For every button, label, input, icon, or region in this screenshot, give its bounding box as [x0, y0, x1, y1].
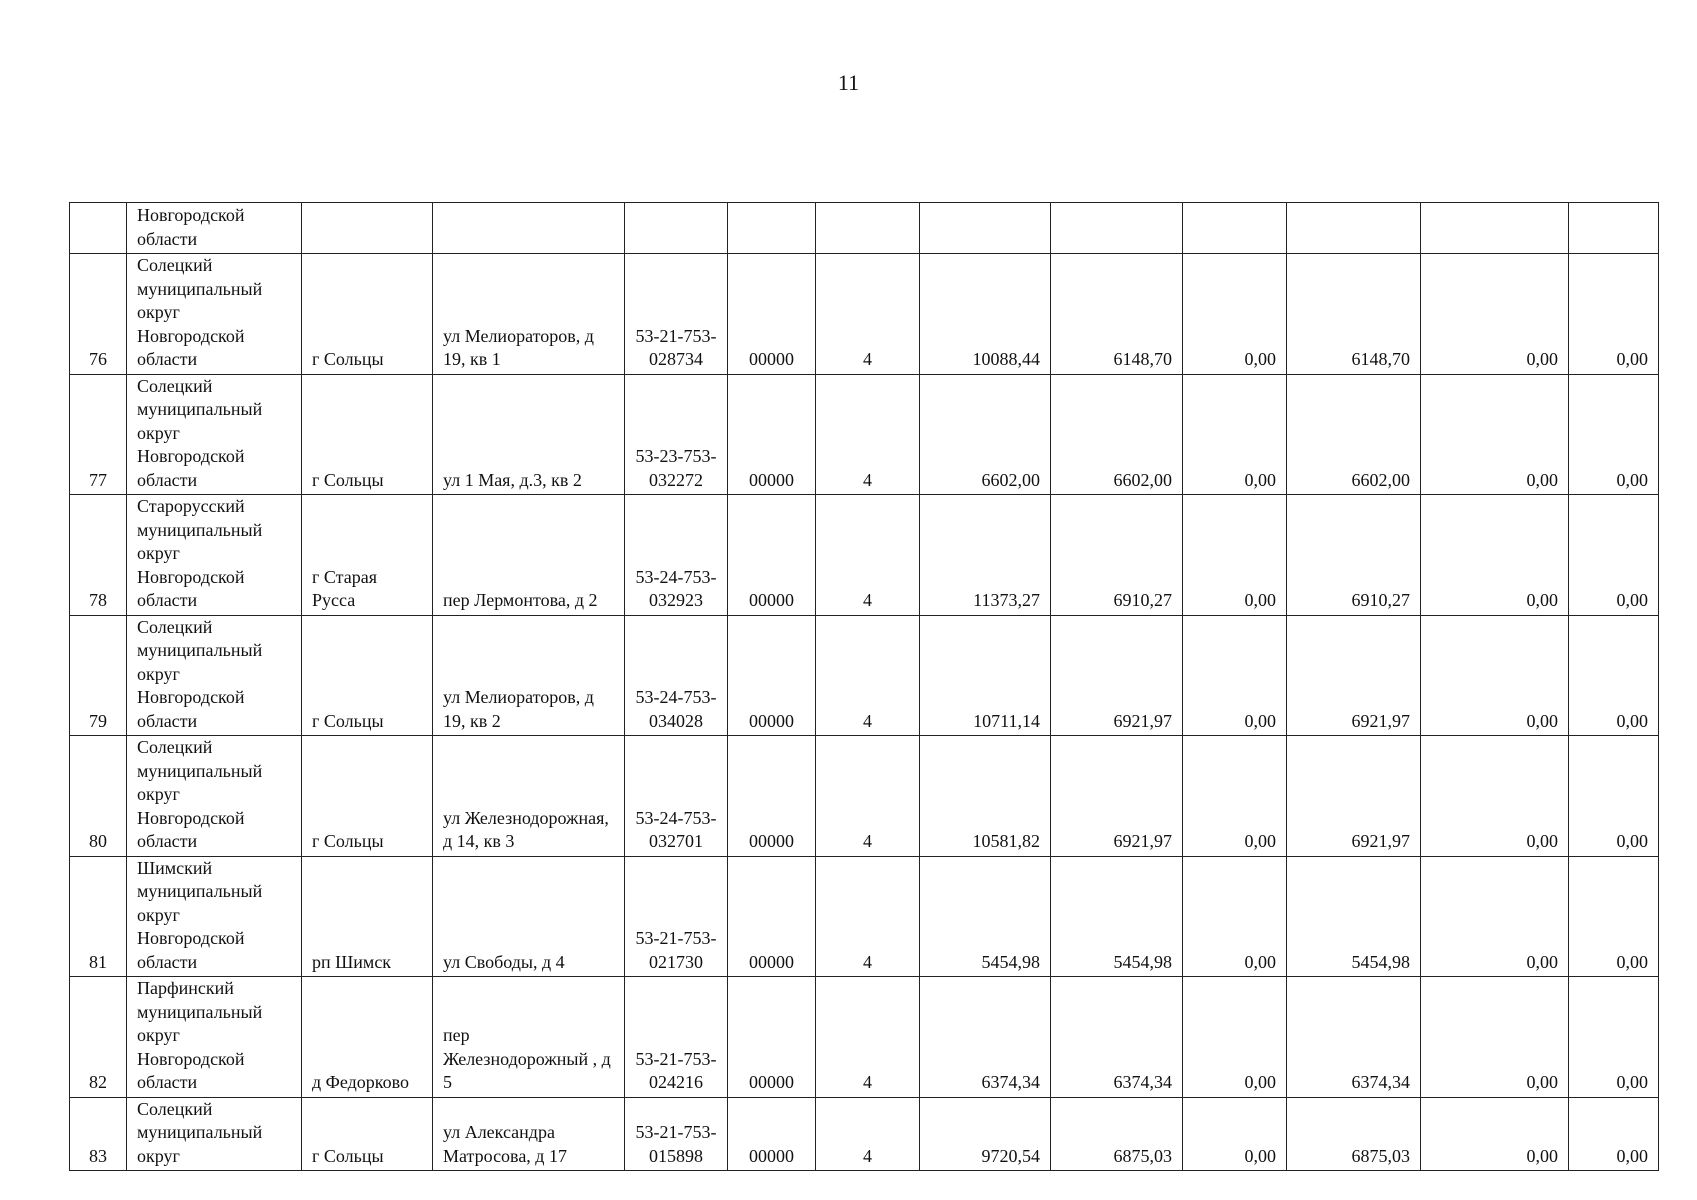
cell-v6 [1569, 203, 1659, 254]
cell-qty: 4 [816, 254, 920, 375]
cell-v1: 9720,54 [920, 1097, 1051, 1171]
cell-v1: 10088,44 [920, 254, 1051, 375]
cell-locality: г Сольцы [302, 374, 433, 495]
table-row [70, 615, 1659, 736]
cell-locality: г Сольцы [302, 615, 433, 736]
cell-no [70, 203, 127, 254]
cell-v3 [1183, 203, 1287, 254]
cell-qty: 4 [816, 1097, 920, 1171]
cell-address: ул Мелиораторов, д 19, кв 2 [433, 615, 625, 736]
cell-locality: г Старая Русса [302, 495, 433, 616]
cell-v5: 0,00 [1421, 615, 1569, 736]
cell-code2: 00000 [728, 856, 816, 977]
cell-v6: 0,00 [1569, 495, 1659, 616]
cell-v2: 6910,27 [1051, 495, 1183, 616]
cell-locality: г Сольцы [302, 254, 433, 375]
cell-v6: 0,00 [1569, 1097, 1659, 1171]
cell-v2: 6602,00 [1051, 374, 1183, 495]
cell-address: пер Железнодорожный , д 5 [433, 977, 625, 1098]
cell-address: ул Железнодорожная, д 14, кв 3 [433, 736, 625, 857]
cell-v2: 5454,98 [1051, 856, 1183, 977]
cell-region: Солецкий муниципальный округ Новгородской области [127, 615, 302, 736]
cell-locality: г Сольцы [302, 1097, 433, 1171]
cell-region: Солецкий муниципальный округ Новгородской области [127, 736, 302, 857]
cell-code2: 00000 [728, 615, 816, 736]
cell-region: Старорусский муниципальный округ Новгородской области [127, 495, 302, 616]
cell-code2: 00000 [728, 254, 816, 375]
cell-v5: 0,00 [1421, 374, 1569, 495]
cell-v1: 6602,00 [920, 374, 1051, 495]
cell-qty: 4 [816, 374, 920, 495]
cell-v5: 0,00 [1421, 736, 1569, 857]
cell-v3: 0,00 [1183, 977, 1287, 1098]
registry-table [69, 202, 1659, 1171]
cell-no: 80 [70, 736, 127, 857]
table-row [70, 736, 1659, 857]
cell-v1 [920, 203, 1051, 254]
cell-code2: 00000 [728, 374, 816, 495]
cell-code: 53-23-753-032272 [625, 374, 728, 495]
cell-no: 78 [70, 495, 127, 616]
cell-qty: 4 [816, 495, 920, 616]
cell-v5: 0,00 [1421, 856, 1569, 977]
cell-v4: 6921,97 [1287, 615, 1421, 736]
cell-v2 [1051, 203, 1183, 254]
cell-locality: рп Шимск [302, 856, 433, 977]
cell-no: 83 [70, 1097, 127, 1171]
table-row [70, 856, 1659, 977]
cell-v6: 0,00 [1569, 374, 1659, 495]
cell-qty [816, 203, 920, 254]
cell-address: пер Лермонтова, д 2 [433, 495, 625, 616]
cell-code2: 00000 [728, 1097, 816, 1171]
cell-v1: 6374,34 [920, 977, 1051, 1098]
cell-qty: 4 [816, 856, 920, 977]
table-row [70, 977, 1659, 1098]
cell-v1: 10581,82 [920, 736, 1051, 857]
cell-region: Новгородской области [127, 203, 302, 254]
cell-code2: 00000 [728, 495, 816, 616]
page-number: 11 [837, 70, 860, 95]
cell-v5: 0,00 [1421, 254, 1569, 375]
cell-locality: г Сольцы [302, 736, 433, 857]
cell-no: 79 [70, 615, 127, 736]
cell-v4: 6875,03 [1287, 1097, 1421, 1171]
cell-address: ул Свободы, д 4 [433, 856, 625, 977]
cell-v1: 11373,27 [920, 495, 1051, 616]
cell-v3: 0,00 [1183, 1097, 1287, 1171]
cell-qty: 4 [816, 977, 920, 1098]
cell-code: 53-24-753-032923 [625, 495, 728, 616]
cell-qty: 4 [816, 615, 920, 736]
cell-v2: 6148,70 [1051, 254, 1183, 375]
cell-v2: 6921,97 [1051, 615, 1183, 736]
cell-region: Солецкий муниципальный округ [127, 1097, 302, 1171]
cell-v6: 0,00 [1569, 977, 1659, 1098]
cell-v1: 5454,98 [920, 856, 1051, 977]
table-row-continued [70, 203, 1659, 254]
cell-v6: 0,00 [1569, 856, 1659, 977]
cell-v5: 0,00 [1421, 495, 1569, 616]
cell-v4: 6374,34 [1287, 977, 1421, 1098]
cell-no: 81 [70, 856, 127, 977]
cell-v4: 6910,27 [1287, 495, 1421, 616]
cell-code: 53-21-753-015898 [625, 1097, 728, 1171]
cell-locality: д Федорково [302, 977, 433, 1098]
cell-v6: 0,00 [1569, 736, 1659, 857]
cell-v3: 0,00 [1183, 374, 1287, 495]
cell-v5 [1421, 203, 1569, 254]
cell-code: 53-21-753-024216 [625, 977, 728, 1098]
cell-region: Солецкий муниципальный округ Новгородской области [127, 374, 302, 495]
cell-v5: 0,00 [1421, 1097, 1569, 1171]
cell-address: ул 1 Мая, д.3, кв 2 [433, 374, 625, 495]
cell-code: 53-21-753-021730 [625, 856, 728, 977]
cell-code2 [728, 203, 816, 254]
cell-v4: 6602,00 [1287, 374, 1421, 495]
cell-code: 53-21-753-028734 [625, 254, 728, 375]
cell-address [433, 203, 625, 254]
cell-v4 [1287, 203, 1421, 254]
table-row [70, 254, 1659, 375]
cell-no: 77 [70, 374, 127, 495]
cell-v2: 6875,03 [1051, 1097, 1183, 1171]
cell-v3: 0,00 [1183, 736, 1287, 857]
cell-v2: 6921,97 [1051, 736, 1183, 857]
cell-region: Шимский муниципальный округ Новгородской области [127, 856, 302, 977]
cell-region: Солецкий муниципальный округ Новгородской области [127, 254, 302, 375]
cell-no: 76 [70, 254, 127, 375]
cell-code: 53-24-753-032701 [625, 736, 728, 857]
table-body [70, 203, 1659, 1171]
cell-v3: 0,00 [1183, 254, 1287, 375]
cell-no: 82 [70, 977, 127, 1098]
cell-v3: 0,00 [1183, 495, 1287, 616]
table-row [70, 495, 1659, 616]
cell-v3: 0,00 [1183, 856, 1287, 977]
cell-v4: 6148,70 [1287, 254, 1421, 375]
cell-v4: 5454,98 [1287, 856, 1421, 977]
cell-code2: 00000 [728, 736, 816, 857]
cell-address: ул Мелиораторов, д 19, кв 1 [433, 254, 625, 375]
cell-code: 53-24-753-034028 [625, 615, 728, 736]
table-row [70, 1097, 1659, 1171]
cell-v3: 0,00 [1183, 615, 1287, 736]
cell-v2: 6374,34 [1051, 977, 1183, 1098]
cell-v4: 6921,97 [1287, 736, 1421, 857]
cell-v5: 0,00 [1421, 977, 1569, 1098]
cell-region: Парфинский муниципальный округ Новгородской области [127, 977, 302, 1098]
cell-v6: 0,00 [1569, 615, 1659, 736]
cell-code2: 00000 [728, 977, 816, 1098]
cell-v1: 10711,14 [920, 615, 1051, 736]
cell-qty: 4 [816, 736, 920, 857]
table-row [70, 374, 1659, 495]
cell-v6: 0,00 [1569, 254, 1659, 375]
cell-code [625, 203, 728, 254]
cell-locality [302, 203, 433, 254]
cell-address: ул Александра Матросова, д 17 [433, 1097, 625, 1171]
